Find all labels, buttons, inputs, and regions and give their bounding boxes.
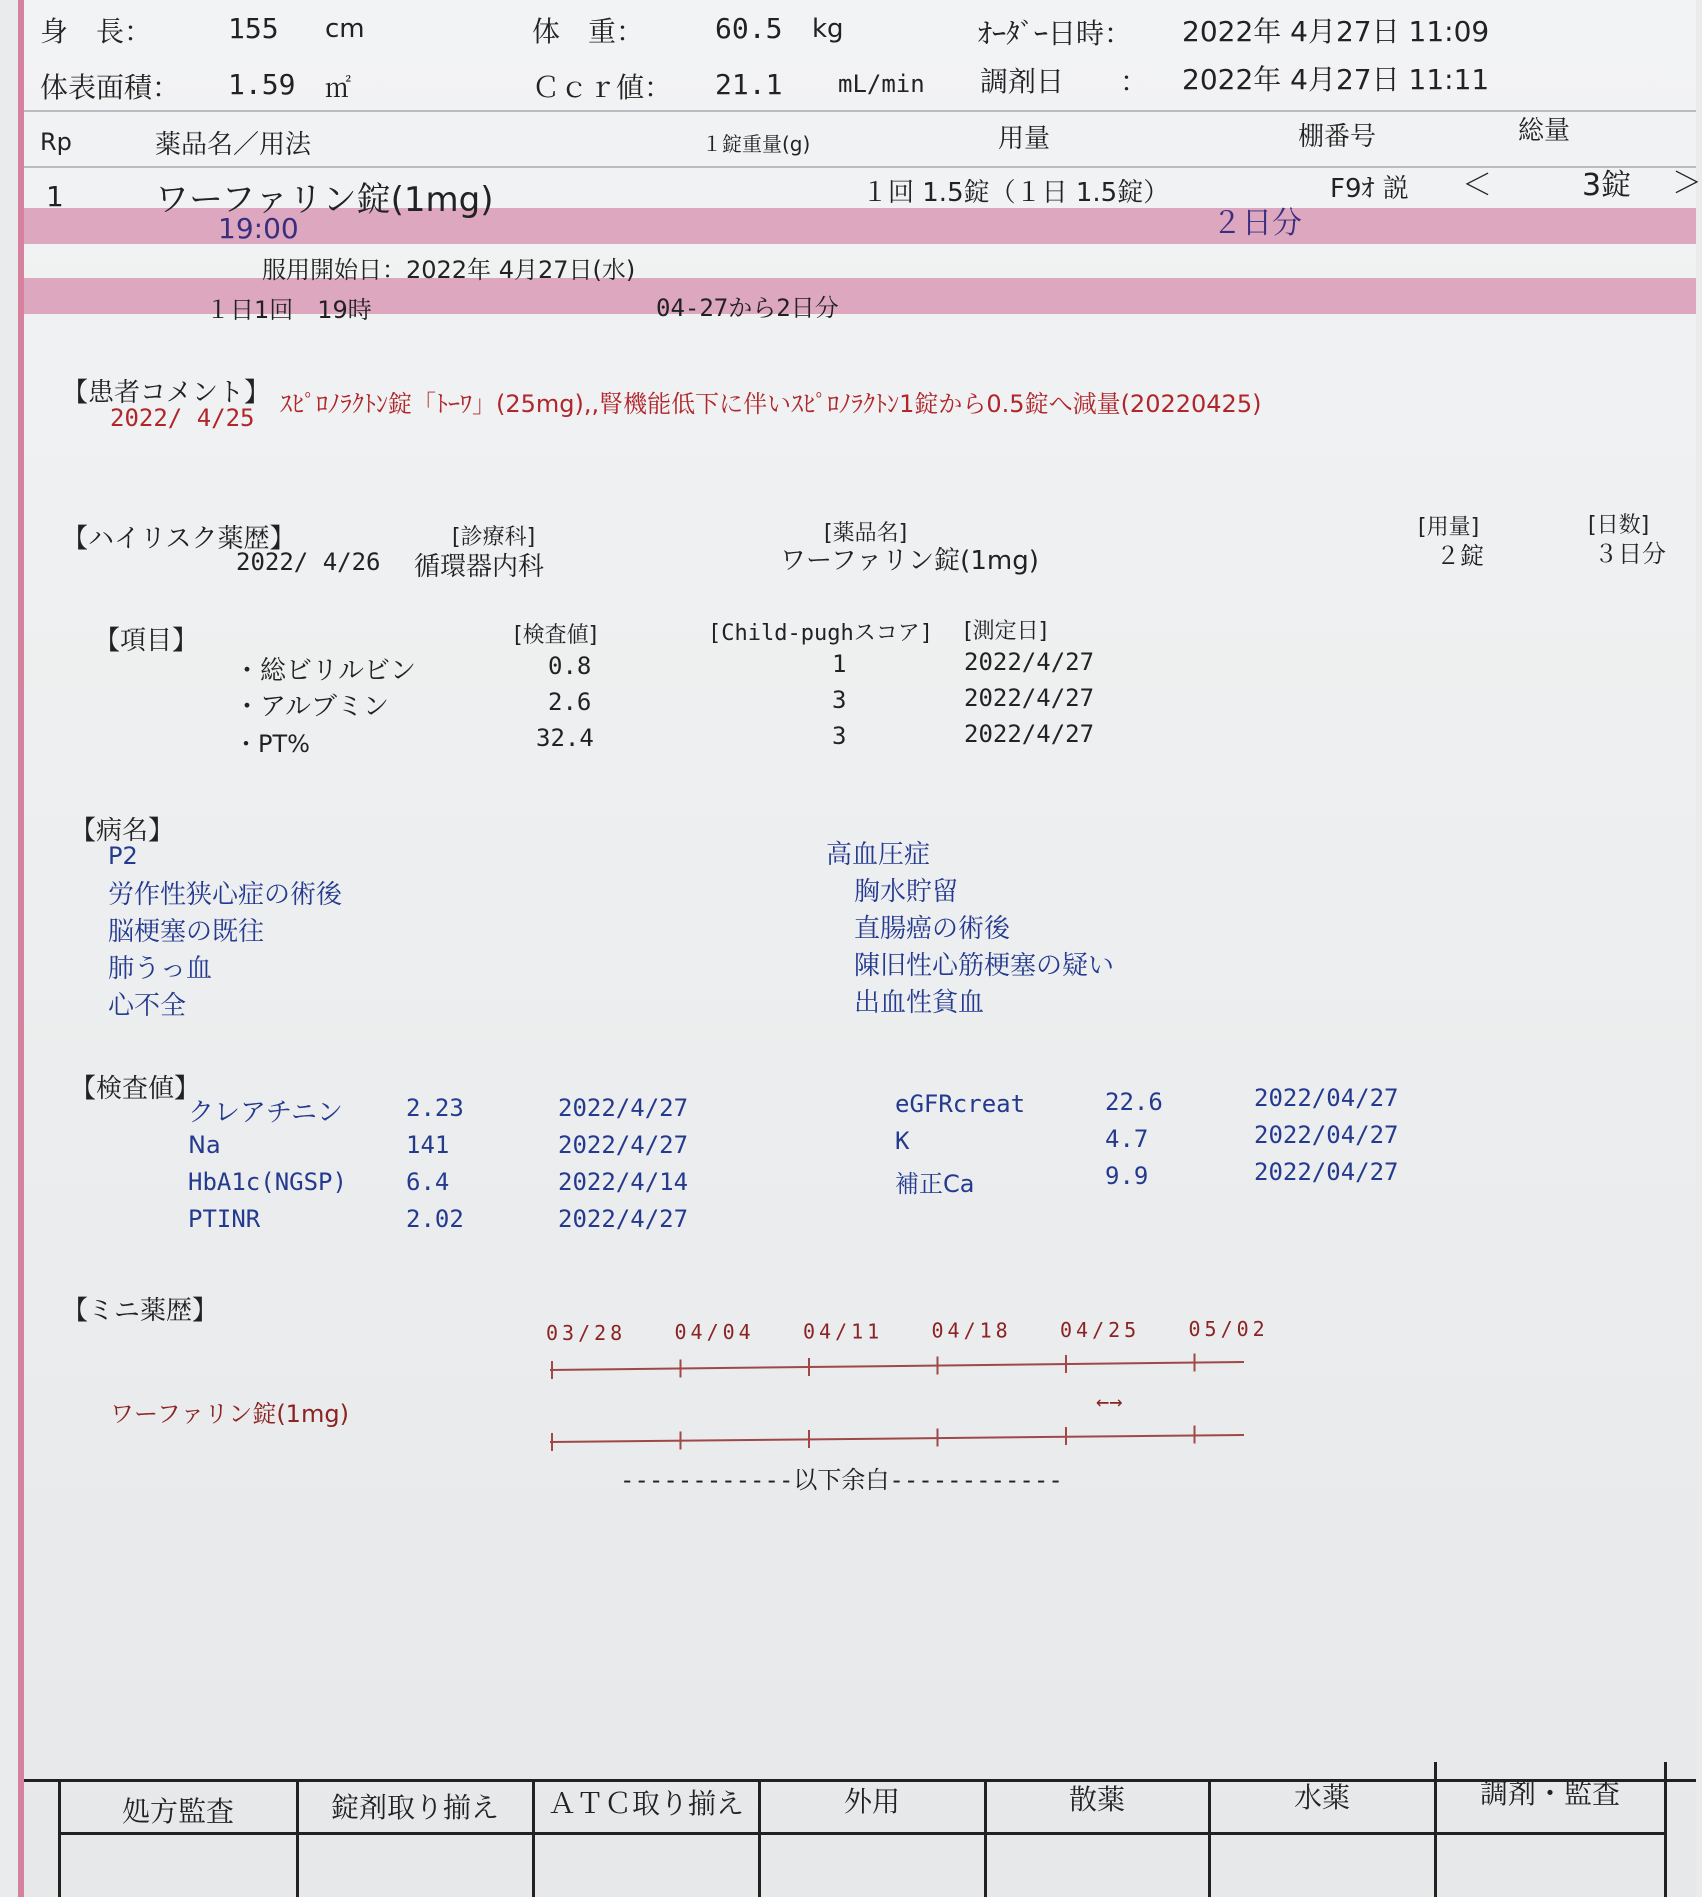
items-date-header: [測定日] bbox=[964, 619, 1048, 644]
tablet-weight-column-header: １錠重量(g) bbox=[702, 132, 811, 156]
check-header-tablet-picking: 錠剤取り揃え bbox=[330, 1791, 499, 1824]
patient-comment-text: ｽﾋﾟﾛﾉﾗｸﾄﾝ錠「ﾄｰﾜ」(25mg),,腎機能低下に伴いｽﾋﾟﾛﾉﾗｸﾄﾝ1錠から0.5錠へ減量(20220425) bbox=[280, 390, 1262, 418]
disease-item: 労作性狭心症の術後 bbox=[108, 880, 343, 910]
high-risk-dept-header: [診療科] bbox=[452, 525, 536, 550]
lab-date: 2022/04/27 bbox=[1254, 1121, 1399, 1149]
timeline-axis-bottom bbox=[550, 1435, 1244, 1442]
check-header-powder: 散薬 bbox=[1068, 1783, 1125, 1816]
lab-value: 141 bbox=[406, 1131, 450, 1159]
high-risk-dose: ２錠 bbox=[1436, 542, 1484, 570]
ccr-label: Ｃｃｒ値： bbox=[532, 71, 673, 104]
lab-name: eGFRcreat bbox=[895, 1090, 1026, 1118]
lab-date: 2022/4/27 bbox=[558, 1094, 689, 1122]
item-date: 2022/4/27 bbox=[964, 684, 1095, 712]
labs-heading: 【検査値】 bbox=[70, 1074, 201, 1104]
rx-number: 1 bbox=[46, 180, 64, 213]
bsa-unit: ㎡ bbox=[325, 74, 352, 104]
check-header-liquid: 水薬 bbox=[1293, 1781, 1350, 1814]
check-header-external: 外用 bbox=[843, 1785, 900, 1818]
mini-history-heading: 【ミニ薬歴】 bbox=[62, 1296, 219, 1326]
item-name: ・アルブミン bbox=[234, 692, 389, 722]
height-value: 155 bbox=[228, 12, 279, 45]
rx-start-date: 服用開始日：2022年 4月27日(水) bbox=[262, 256, 636, 284]
rx-drug-name: ワーファリン錠(1mg) bbox=[155, 180, 494, 220]
check-header-prescription-audit: 処方監査 bbox=[121, 1795, 234, 1828]
lab-name: K bbox=[895, 1127, 910, 1155]
lab-name: Na bbox=[188, 1131, 221, 1159]
order-datetime-value: 2022年 4月27日 11:09 bbox=[1182, 15, 1490, 48]
rx-total: 3錠 bbox=[1582, 168, 1632, 203]
total-column-header: 総量 bbox=[1518, 116, 1571, 146]
item-score: 3 bbox=[832, 722, 847, 750]
disease-item: 高血圧症 bbox=[826, 840, 931, 870]
order-datetime-label: ｵｰﾀﾞｰ日時： bbox=[978, 17, 1133, 50]
disease-item: 胸水貯留 bbox=[854, 877, 959, 907]
ccr-value: 21.1 bbox=[715, 68, 783, 101]
high-risk-drug-header: [薬品名] bbox=[824, 521, 908, 546]
lab-value: 2.23 bbox=[406, 1094, 464, 1122]
item-date: 2022/4/27 bbox=[964, 720, 1095, 748]
rx-days: ２日分 bbox=[1212, 206, 1302, 241]
high-risk-date: 2022/ 4/26 bbox=[236, 548, 381, 576]
rx-time: 19:00 bbox=[218, 212, 299, 245]
items-value-header: [検査値] bbox=[514, 623, 598, 648]
weight-unit: kg bbox=[812, 14, 844, 44]
weight-value: 60.5 bbox=[715, 12, 783, 45]
high-risk-heading: 【ハイリスク薬歴】 bbox=[62, 524, 296, 554]
lab-name: 補正Ca bbox=[895, 1170, 975, 1198]
high-risk-drug: ワーファリン錠(1mg) bbox=[780, 546, 1039, 576]
mini-history-drug: ワーファリン錠(1mg) bbox=[110, 1400, 349, 1428]
lab-value: 6.4 bbox=[406, 1168, 450, 1196]
rx-period: 04-27から2日分 bbox=[656, 294, 839, 322]
height-unit: cm bbox=[325, 14, 365, 44]
dispense-date-label: 調剤日 ： bbox=[980, 65, 1149, 98]
bsa-label: 体表面積： bbox=[40, 71, 181, 104]
rx-dose: １回 1.5錠（１日 1.5錠） bbox=[862, 178, 1170, 208]
lab-value: 22.6 bbox=[1105, 1088, 1163, 1116]
items-heading: 【項目】 bbox=[94, 626, 199, 656]
patient-comment-date: 2022/ 4/25 bbox=[110, 404, 255, 432]
lab-date: 2022/04/27 bbox=[1254, 1158, 1399, 1186]
check-header-atc-picking: ＡＴＣ取り揃え bbox=[547, 1787, 744, 1820]
lab-date: 2022/04/27 bbox=[1254, 1084, 1399, 1112]
items-score-header: [Child-pughスコア] bbox=[708, 621, 933, 646]
rx-shelf: F9ｵ 説 bbox=[1330, 174, 1409, 204]
weight-label: 体 重： bbox=[532, 15, 645, 48]
timeline-marker: ←→ bbox=[1096, 1390, 1123, 1415]
timeline-date-label: 04/18 bbox=[931, 1318, 1012, 1343]
disease-item: P2 bbox=[108, 842, 138, 870]
disease-item: 出血性貧血 bbox=[854, 988, 985, 1018]
lab-value: 2.02 bbox=[406, 1205, 464, 1233]
dispense-date-value: 2022年 4月27日 11:11 bbox=[1182, 63, 1490, 96]
bsa-value: 1.59 bbox=[228, 68, 296, 101]
high-risk-days-header: [日数] bbox=[1588, 513, 1650, 538]
timeline-axis-top bbox=[550, 1362, 1244, 1370]
disease-item: 脳梗塞の既往 bbox=[108, 917, 265, 947]
disease-item: 陳旧性心筋梗塞の疑い bbox=[854, 951, 1115, 981]
end-of-content-text: ------------以下余白------------ bbox=[620, 1466, 1063, 1494]
high-risk-dept: 循環器内科 bbox=[414, 552, 545, 582]
patient-comment-heading: 【患者コメント】 bbox=[62, 378, 271, 408]
lab-value: 4.7 bbox=[1105, 1125, 1149, 1153]
high-risk-dose-header: [用量] bbox=[1418, 515, 1480, 540]
check-table-border bbox=[1664, 1762, 1667, 1897]
timeline-date-label: 04/11 bbox=[803, 1319, 884, 1344]
disease-item: 直腸癌の術後 bbox=[854, 914, 1011, 944]
height-label: 身 長： bbox=[40, 15, 153, 48]
lab-name: HbA1c(NGSP) bbox=[188, 1168, 347, 1196]
lab-value: 9.9 bbox=[1105, 1162, 1149, 1190]
check-table-header-divider bbox=[60, 1832, 1664, 1835]
item-score: 3 bbox=[832, 686, 847, 714]
lab-name: クレアチニン bbox=[188, 1098, 343, 1128]
lab-date: 2022/4/27 bbox=[558, 1131, 689, 1159]
item-value: 32.4 bbox=[536, 724, 594, 752]
timeline-date-label: 04/25 bbox=[1060, 1317, 1141, 1342]
disease-item: 心不全 bbox=[108, 991, 187, 1021]
item-name: ・総ビリルビン bbox=[234, 656, 417, 686]
item-date: 2022/4/27 bbox=[964, 648, 1095, 676]
diseases-heading: 【病名】 bbox=[70, 816, 175, 846]
check-header-dispense-audit: 調剤・監査 bbox=[1479, 1777, 1620, 1810]
rx-bracket-right: ＞ bbox=[1672, 166, 1702, 201]
high-risk-days: ３日分 bbox=[1594, 540, 1666, 568]
lab-date: 2022/4/14 bbox=[558, 1168, 689, 1196]
item-score: 1 bbox=[832, 650, 847, 678]
dose-column-header: 用量 bbox=[998, 124, 1051, 154]
item-name: ・PT% bbox=[234, 730, 310, 758]
disease-item: 肺うっ血 bbox=[108, 954, 213, 984]
ccr-unit: mL/min bbox=[838, 70, 925, 98]
timeline-date-label: 04/04 bbox=[674, 1320, 755, 1345]
item-value: 2.6 bbox=[548, 688, 592, 716]
rp-column-header: Rp bbox=[40, 128, 72, 156]
item-value: 0.8 bbox=[548, 652, 592, 680]
drug-column-header: 薬品名／用法 bbox=[155, 130, 312, 160]
lab-name: PTINR bbox=[188, 1205, 261, 1233]
timeline-date-label: 05/02 bbox=[1188, 1317, 1269, 1341]
rx-bracket-left: ＜ bbox=[1462, 168, 1492, 203]
lab-date: 2022/4/27 bbox=[558, 1205, 689, 1233]
timeline-date-label: 03/28 bbox=[546, 1321, 627, 1345]
shelf-column-header: 棚番号 bbox=[1298, 122, 1377, 152]
rx-frequency: １日1回 19時 bbox=[206, 296, 372, 324]
